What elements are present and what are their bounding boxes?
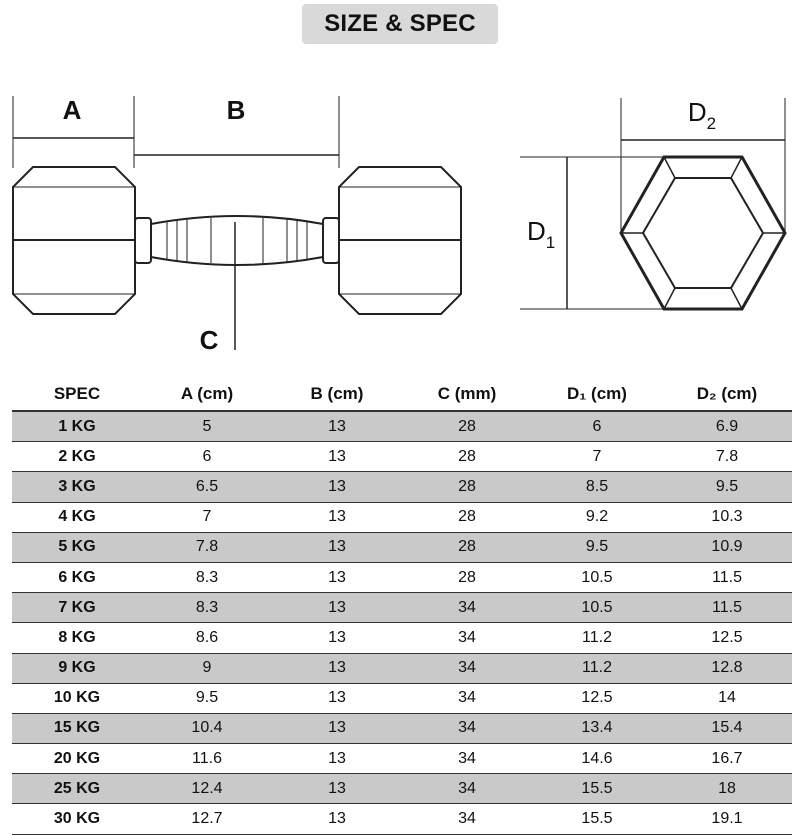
table-row: [12, 744, 792, 774]
c-cell: 28: [458, 477, 476, 495]
d1-cell: 12.5: [581, 689, 613, 707]
d1-cell: 6: [592, 417, 602, 435]
b-cell: 13: [328, 719, 346, 737]
d2-cell: 7.8: [715, 447, 739, 465]
dimension-label-d1-subscript: 1: [545, 233, 556, 252]
d2-cell: 10.9: [711, 538, 743, 556]
c-cell: 28: [458, 568, 476, 586]
b-cell: 13: [328, 417, 346, 435]
a-cell: 9.5: [195, 689, 219, 707]
spec-cell: 8 KG: [58, 628, 96, 646]
table-row: [12, 532, 792, 562]
a-cell: 8.3: [195, 598, 219, 616]
d2-cell: 12.5: [711, 628, 743, 646]
table-row: [12, 713, 792, 743]
d2-cell: 6.9: [715, 417, 739, 435]
table-row: [12, 442, 792, 472]
d1-cell: 9.2: [585, 508, 609, 526]
table-row: [12, 653, 792, 683]
d2-cell: 16.7: [711, 749, 743, 767]
a-cell: 6: [202, 447, 212, 465]
svg-text:D1: [527, 216, 555, 252]
b-cell: 13: [328, 628, 346, 646]
a-cell: 12.4: [191, 779, 223, 797]
spec-cell: 5 KG: [58, 538, 96, 556]
b-cell: 13: [328, 538, 346, 556]
d2-cell: 10.3: [711, 508, 743, 526]
b-cell: 13: [328, 477, 346, 495]
a-cell: 7.8: [195, 538, 219, 556]
dimension-label-b: B: [226, 95, 246, 125]
svg-text:D2: [688, 97, 716, 133]
table-row: [12, 804, 792, 834]
d1-cell: 15.5: [581, 810, 613, 828]
c-cell: 28: [458, 447, 476, 465]
table-row: [12, 774, 792, 804]
d1-cell: 10.5: [581, 598, 613, 616]
spec-cell: 3 KG: [58, 477, 96, 495]
spec-cell: 25 KG: [53, 779, 101, 797]
dimension-label-c: C: [199, 325, 219, 355]
a-cell: 10.4: [191, 719, 223, 737]
b-cell: 13: [328, 447, 346, 465]
spec-cell: 10 KG: [53, 689, 101, 707]
header-d2: D₂ (cm): [696, 384, 758, 403]
spec-cell: 2 KG: [58, 447, 96, 465]
header-d1: D₁ (cm): [567, 384, 627, 403]
header-b: B (cm): [310, 384, 364, 403]
d1-cell: 11.2: [582, 628, 612, 646]
d1-cell: 15.5: [581, 779, 613, 797]
table-row: [12, 593, 792, 623]
spec-table: [12, 378, 792, 835]
header-spec: SPEC: [53, 384, 101, 403]
c-cell: 34: [458, 779, 476, 797]
b-cell: 13: [328, 508, 346, 526]
spec-cell: 15 KG: [53, 719, 101, 737]
table-row: [12, 411, 792, 442]
c-cell: 28: [458, 508, 476, 526]
spec-cell: 20 KG: [53, 749, 101, 767]
c-cell: 34: [458, 659, 476, 677]
c-cell: 34: [458, 628, 476, 646]
d1-cell: 13.4: [581, 719, 613, 737]
header-c: C (mm): [437, 384, 497, 403]
b-cell: 13: [328, 779, 346, 797]
d1-cell: 8.5: [585, 477, 609, 495]
d2-cell: 11.5: [712, 598, 742, 616]
d2-cell: 14: [718, 689, 736, 707]
dimension-label-a: A: [62, 95, 82, 125]
spec-cell: 30 KG: [53, 810, 101, 828]
table-row: [12, 562, 792, 592]
d2-cell: 19.1: [711, 810, 743, 828]
header-a: A (cm): [180, 384, 234, 403]
c-cell: 28: [458, 538, 476, 556]
dumbbell-diagram: [0, 0, 800, 370]
page-title: SIZE & SPEC: [302, 4, 498, 44]
table-row: [12, 502, 792, 532]
a-cell: 7: [202, 508, 212, 526]
spec-cell: 7 KG: [58, 598, 96, 616]
d1-cell: 14.6: [581, 749, 613, 767]
d1-cell: 7: [592, 447, 602, 465]
c-cell: 34: [458, 749, 476, 767]
dimension-label-d1: D: [527, 216, 546, 246]
a-cell: 8.6: [195, 628, 219, 646]
d2-cell: 15.4: [711, 719, 743, 737]
d1-cell: 10.5: [581, 568, 613, 586]
b-cell: 13: [328, 659, 346, 677]
b-cell: 13: [328, 749, 346, 767]
table-row: [12, 472, 792, 502]
a-cell: 6.5: [195, 477, 219, 495]
a-cell: 11.6: [192, 749, 222, 767]
c-cell: 28: [458, 417, 476, 435]
a-cell: 5: [202, 417, 212, 435]
dimension-label-d2: D: [687, 97, 707, 127]
c-cell: 34: [458, 810, 476, 828]
dimension-label-d2-subscript: 2: [706, 114, 717, 133]
b-cell: 13: [328, 810, 346, 828]
spec-cell: 4 KG: [58, 508, 96, 526]
d2-cell: 9.5: [715, 477, 739, 495]
table-row: [12, 623, 792, 653]
b-cell: 13: [328, 568, 346, 586]
c-cell: 34: [458, 689, 476, 707]
spec-cell: 1 KG: [58, 417, 96, 435]
b-cell: 13: [328, 598, 346, 616]
d1-cell: 9.5: [585, 538, 609, 556]
c-cell: 34: [458, 598, 476, 616]
d2-cell: 18: [718, 779, 736, 797]
d1-cell: 11.2: [582, 659, 612, 677]
d2-cell: 12.8: [711, 659, 743, 677]
spec-cell: 6 KG: [58, 568, 96, 586]
b-cell: 13: [328, 689, 346, 707]
table-row: [12, 683, 792, 713]
spec-cell: 9 KG: [58, 659, 96, 677]
a-cell: 9: [202, 659, 212, 677]
c-cell: 34: [458, 719, 476, 737]
a-cell: 8.3: [195, 568, 219, 586]
a-cell: 12.7: [191, 810, 223, 828]
d2-cell: 11.5: [712, 568, 742, 586]
table-header-row: [12, 378, 792, 411]
